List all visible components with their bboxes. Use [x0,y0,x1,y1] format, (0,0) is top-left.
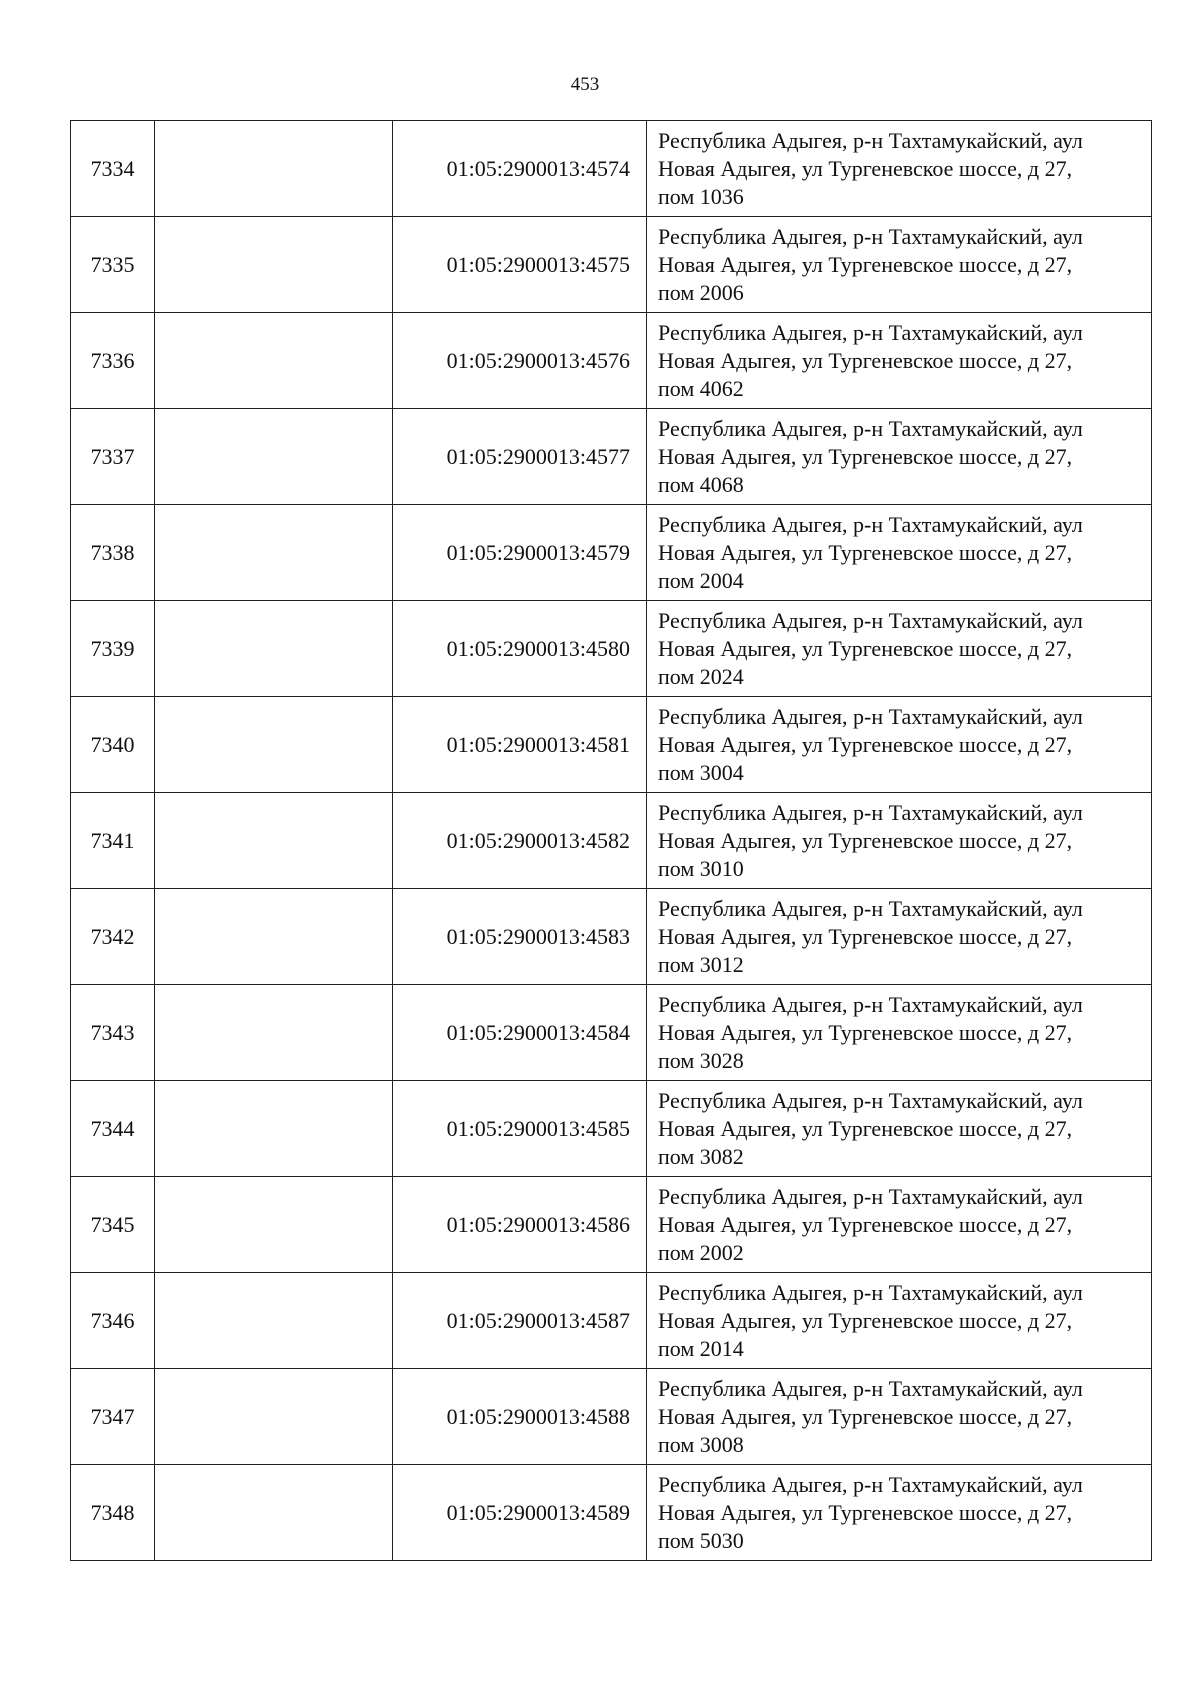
row-number: 7343 [71,985,155,1081]
empty-cell [155,697,393,793]
row-number: 7334 [71,121,155,217]
table-row [71,889,1152,985]
table-row [71,985,1152,1081]
address-line: Новая Адыгея, ул Тургеневское шоссе, д 27, [658,155,1073,181]
address-line: Новая Адыгея, ул Тургеневское шоссе, д 27, [658,539,1073,565]
address-line: пом 3010 [658,855,744,881]
empty-cell [155,505,393,601]
address-cell [647,1465,1152,1561]
address-line: Новая Адыгея, ул Тургеневское шоссе, д 27, [658,1019,1073,1045]
empty-cell [155,409,393,505]
address-line: пом 3008 [658,1431,744,1457]
address-line: пом 2004 [658,567,744,593]
address-cell [647,1273,1152,1369]
address-line: Новая Адыгея, ул Тургеневское шоссе, д 27, [658,923,1073,949]
address-line: Республика Адыгея, р-н Тахтамукайский, аул [658,607,1083,633]
address-line: пом 2024 [658,663,744,689]
address-line: Новая Адыгея, ул Тургеневское шоссе, д 27, [658,251,1073,277]
address-line: пом 3028 [658,1047,744,1073]
address-line: Республика Адыгея, р-н Тахтамукайский, аул [658,1087,1083,1113]
row-number: 7337 [71,409,155,505]
address-line: пом 1036 [658,183,744,209]
empty-cell [155,1081,393,1177]
address-cell [647,1369,1152,1465]
address-cell [647,985,1152,1081]
cadastral-number: 01:05:2900013:4588 [393,1369,647,1465]
row-number: 7344 [71,1081,155,1177]
address-cell [647,793,1152,889]
row-number: 7342 [71,889,155,985]
address-line: Новая Адыгея, ул Тургеневское шоссе, д 27, [658,1307,1073,1333]
row-number: 7347 [71,1369,155,1465]
empty-cell [155,793,393,889]
address-cell [647,217,1152,313]
address-line: Новая Адыгея, ул Тургеневское шоссе, д 27, [658,1115,1073,1141]
address-line: Республика Адыгея, р-н Тахтамукайский, аул [658,223,1083,249]
table-row [71,217,1152,313]
table-row [71,121,1152,217]
empty-cell [155,1177,393,1273]
page-number: 453 [570,74,600,95]
empty-cell [155,889,393,985]
address-line: Республика Адыгея, р-н Тахтамукайский, аул [658,895,1083,921]
row-number: 7346 [71,1273,155,1369]
table-row [71,1081,1152,1177]
row-number: 7345 [71,1177,155,1273]
cadastral-number: 01:05:2900013:4583 [393,889,647,985]
address-line: пом 2006 [658,279,744,305]
address-line: Республика Адыгея, р-н Тахтамукайский, аул [658,319,1083,345]
row-number: 7339 [71,601,155,697]
table-row [71,505,1152,601]
row-number: 7341 [71,793,155,889]
cadastral-number: 01:05:2900013:4574 [393,121,647,217]
address-line: пом 3012 [658,951,744,977]
address-line: Республика Адыгея, р-н Тахтамукайский, аул [658,799,1083,825]
empty-cell [155,601,393,697]
address-cell [647,409,1152,505]
table-row [71,1177,1152,1273]
address-line: Республика Адыгея, р-н Тахтамукайский, аул [658,1471,1083,1497]
empty-cell [155,1369,393,1465]
address-cell [647,889,1152,985]
table-row [71,1273,1152,1369]
empty-cell [155,985,393,1081]
row-number: 7338 [71,505,155,601]
property-registry-table [70,120,1152,1561]
empty-cell [155,217,393,313]
address-line: Новая Адыгея, ул Тургеневское шоссе, д 27, [658,347,1073,373]
address-cell [647,601,1152,697]
cadastral-number: 01:05:2900013:4582 [393,793,647,889]
cadastral-number: 01:05:2900013:4579 [393,505,647,601]
address-line: Республика Адыгея, р-н Тахтамукайский, аул [658,703,1083,729]
address-cell [647,121,1152,217]
row-number: 7340 [71,697,155,793]
cadastral-number: 01:05:2900013:4576 [393,313,647,409]
address-line: Новая Адыгея, ул Тургеневское шоссе, д 27, [658,443,1073,469]
address-line: Новая Адыгея, ул Тургеневское шоссе, д 27, [658,731,1073,757]
address-cell [647,505,1152,601]
address-cell [647,1081,1152,1177]
empty-cell [155,1273,393,1369]
table-row [71,313,1152,409]
cadastral-number: 01:05:2900013:4585 [393,1081,647,1177]
address-line: Республика Адыгея, р-н Тахтамукайский, аул [658,991,1083,1017]
cadastral-number: 01:05:2900013:4575 [393,217,647,313]
address-line: Республика Адыгея, р-н Тахтамукайский, аул [658,511,1083,537]
address-line: пом 2002 [658,1239,744,1265]
row-number: 7336 [71,313,155,409]
address-line: Новая Адыгея, ул Тургеневское шоссе, д 27, [658,635,1073,661]
cadastral-number: 01:05:2900013:4580 [393,601,647,697]
cadastral-number: 01:05:2900013:4577 [393,409,647,505]
table-row [71,793,1152,889]
address-line: пом 2014 [658,1335,744,1361]
empty-cell [155,1465,393,1561]
address-line: Новая Адыгея, ул Тургеневское шоссе, д 27, [658,1403,1073,1429]
address-line: пом 3004 [658,759,744,785]
cadastral-number: 01:05:2900013:4586 [393,1177,647,1273]
table-row [71,1465,1152,1561]
empty-cell [155,313,393,409]
address-line: Республика Адыгея, р-н Тахтамукайский, аул [658,1279,1083,1305]
address-line: пом 3082 [658,1143,744,1169]
address-line: Новая Адыгея, ул Тургеневское шоссе, д 27, [658,1211,1073,1237]
cadastral-number: 01:05:2900013:4589 [393,1465,647,1561]
table-row [71,1369,1152,1465]
empty-cell [155,121,393,217]
cadastral-number: 01:05:2900013:4581 [393,697,647,793]
address-line: Новая Адыгея, ул Тургеневское шоссе, д 27, [658,1499,1073,1525]
table-row [71,697,1152,793]
row-number: 7348 [71,1465,155,1561]
address-cell [647,697,1152,793]
address-line: Новая Адыгея, ул Тургеневское шоссе, д 27, [658,827,1073,853]
address-line: Республика Адыгея, р-н Тахтамукайский, аул [658,1375,1083,1401]
table-row [71,409,1152,505]
table-row [71,601,1152,697]
address-line: Республика Адыгея, р-н Тахтамукайский, аул [658,1183,1083,1209]
address-line: пом 4062 [658,375,744,401]
address-line: пом 4068 [658,471,744,497]
address-cell [647,1177,1152,1273]
row-number: 7335 [71,217,155,313]
address-line: Республика Адыгея, р-н Тахтамукайский, аул [658,415,1083,441]
address-cell [647,313,1152,409]
address-line: пом 5030 [658,1527,744,1553]
cadastral-number: 01:05:2900013:4584 [393,985,647,1081]
cadastral-number: 01:05:2900013:4587 [393,1273,647,1369]
address-line: Республика Адыгея, р-н Тахтамукайский, аул [658,127,1083,153]
